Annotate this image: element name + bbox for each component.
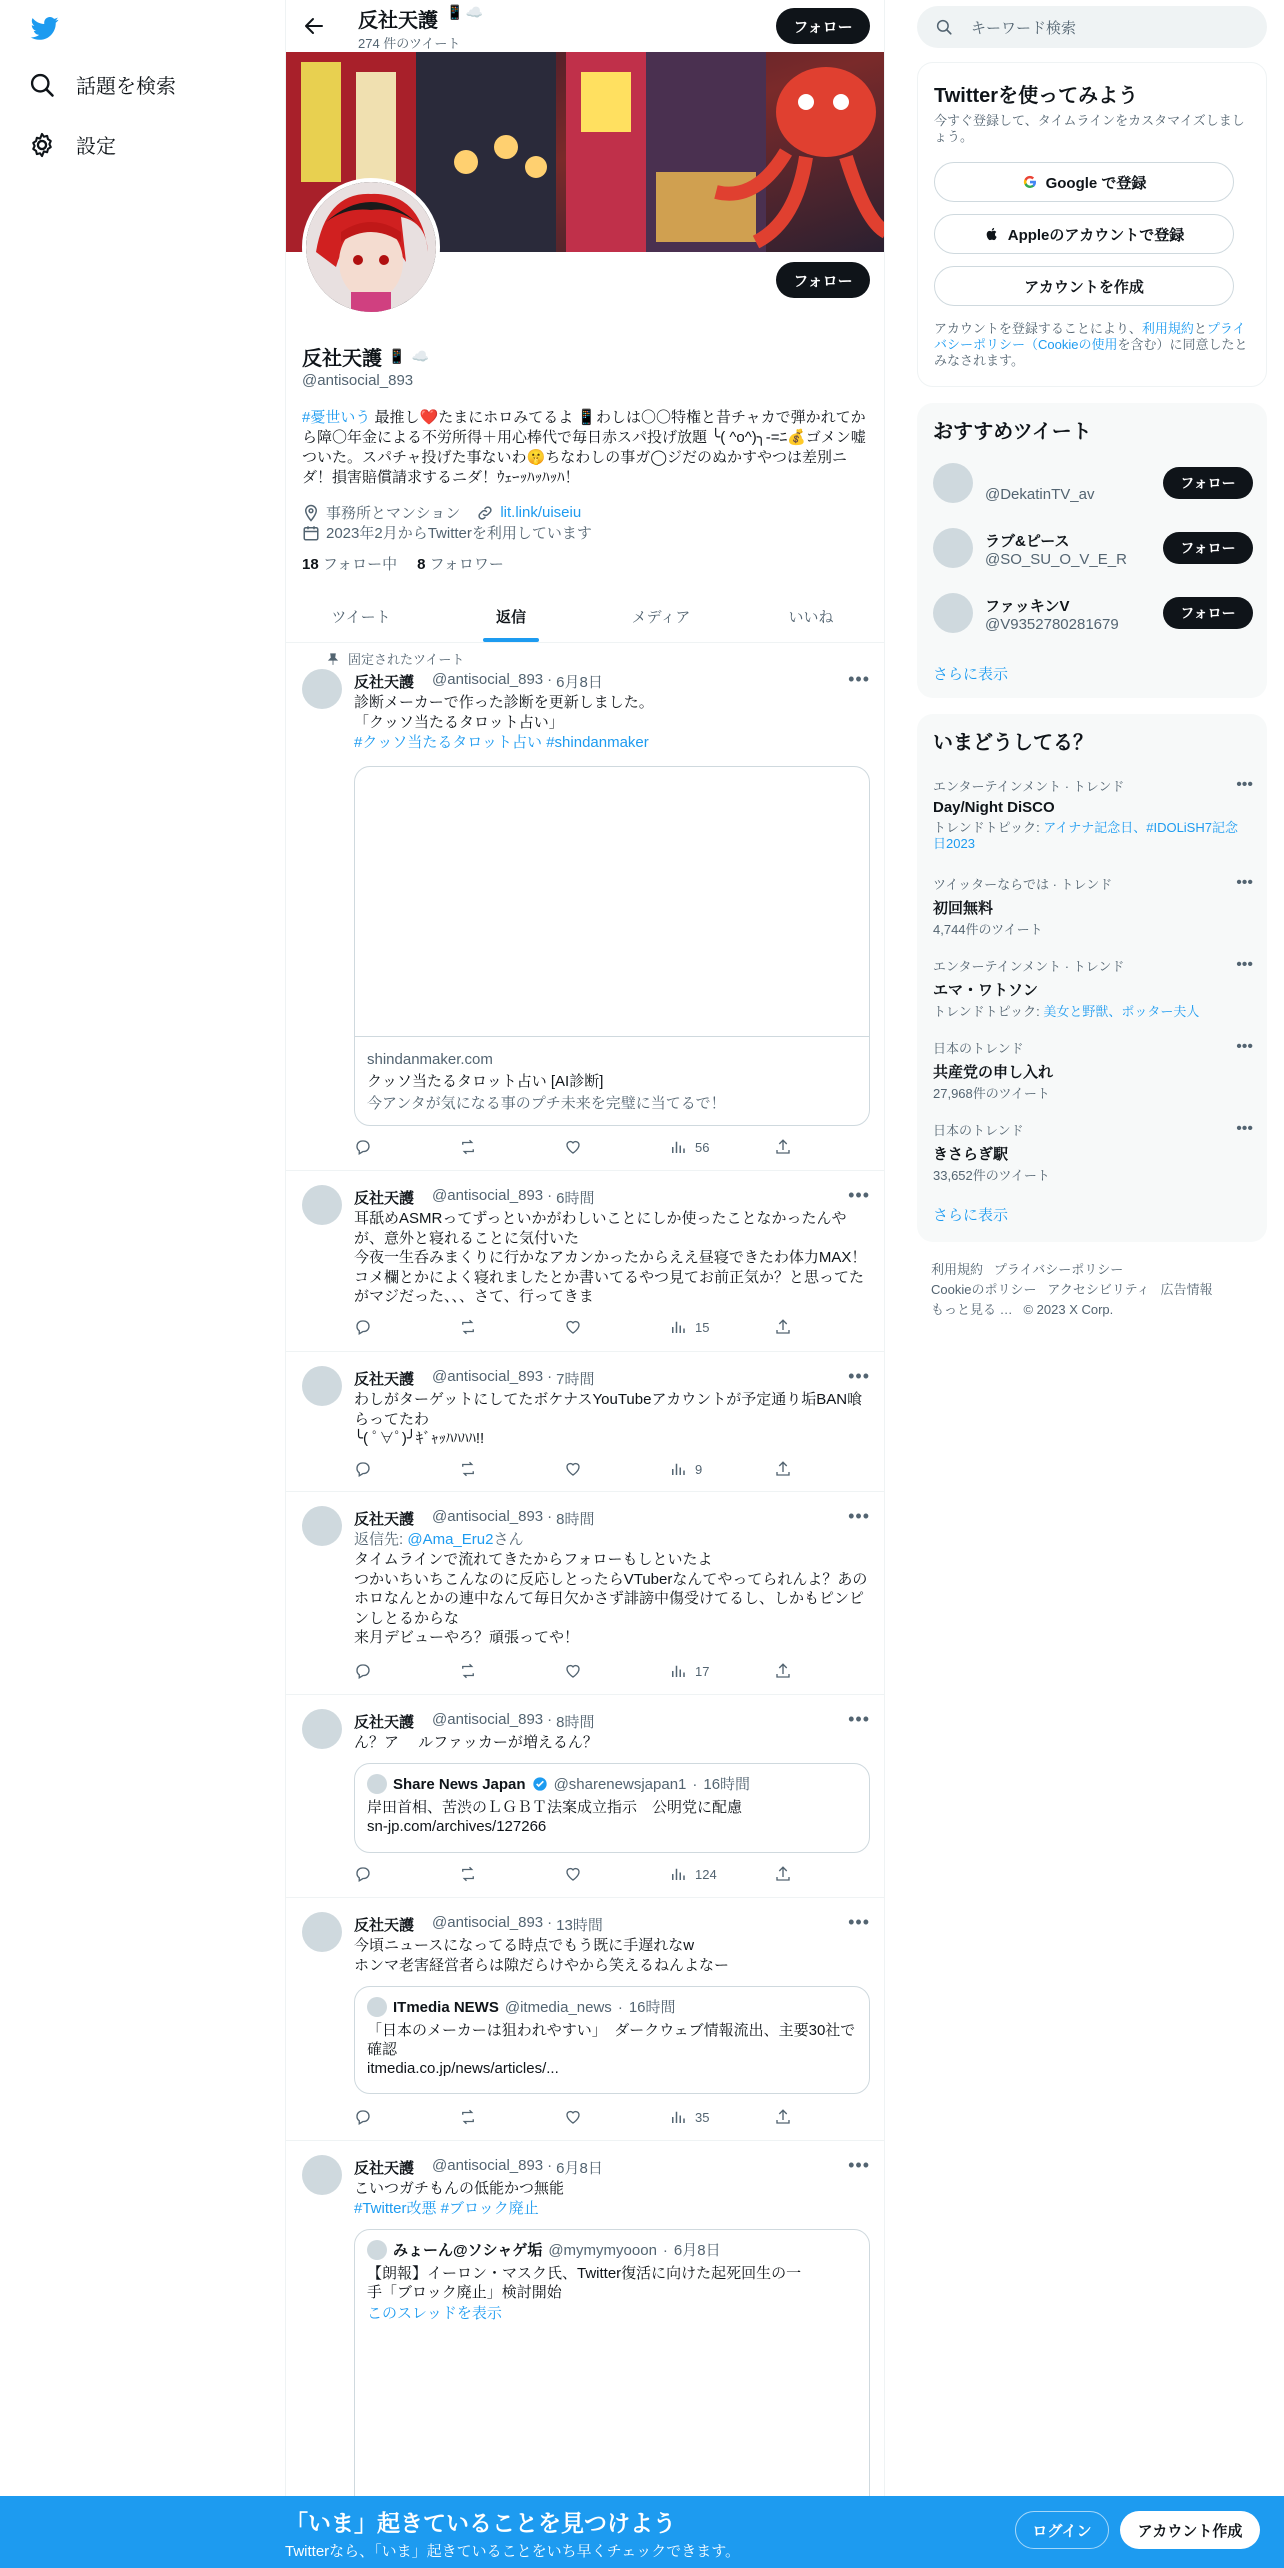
card-title: クッソ当たるタロット占い [AI診断] (367, 1073, 604, 1090)
retweet-button[interactable] (459, 2108, 539, 2126)
share-icon (774, 1865, 792, 1883)
show-more-link[interactable]: さらに表示 (933, 666, 1009, 683)
recommended-user-handle: @SO_SU_O_V_E_R (985, 551, 1127, 568)
recommended-box (917, 403, 1267, 698)
quote-time: 16時間 (628, 1998, 676, 2016)
retweet-button[interactable] (459, 1460, 539, 1478)
avatar (367, 1774, 387, 1794)
trend-item[interactable] (933, 1038, 1253, 1102)
share-button[interactable] (774, 1318, 794, 1336)
trend-tweet-count: 4,744件のツイート (933, 922, 1043, 937)
trend-title: きさらぎ駅 (933, 1146, 1009, 1163)
more-options-icon[interactable]: ••• (1236, 1038, 1253, 1055)
view-count: 17 (695, 1663, 710, 1679)
avatar[interactable] (302, 1912, 342, 1952)
trend-title: 初回無料 (933, 900, 994, 917)
reply-to-label: 返信先: (354, 1531, 408, 1548)
terms-text-a: アカウントを登録することにより、 (934, 321, 1142, 336)
tab-replies[interactable]: 返信 (436, 590, 586, 642)
recommended-user-handle: @V9352780281679 (985, 616, 1119, 633)
trend-topic-link[interactable]: アイナナ記念日、#IDOLiSH7記念日2023 (933, 820, 1238, 851)
profile-joined: 2023年2月からTwitterを利用しています (326, 525, 592, 542)
more-options-icon[interactable]: ••• (1236, 874, 1253, 891)
tweet-actions (354, 1865, 794, 1883)
reply-button[interactable] (354, 1865, 434, 1883)
tweet-text: 耳舐めASMRってずっといかがわしいことにしか使ったことなかったんやが、意外と寝れることに気付いた 今夜一生呑みまくりに行かなアカンかったからええ昼寝できたわ体力MAX！コメ欄とかによく寝れましたとか書いてるやつ見てお前正気か？と思ってたがマジだった、、、さて、行ってきま (354, 1210, 867, 1305)
trends-box (917, 714, 1267, 1242)
signup-box (917, 62, 1267, 387)
footer-cookie-link[interactable]: Cookieのポリシー (931, 1282, 1037, 1297)
tweet-author-handle[interactable]: @antisocial_893 (432, 1508, 544, 1525)
quoted-tweet[interactable]: みょーん@ソシャゲ垢 @mymymyooon · 6月8日 【朗報】イーロン・マスク氏、Twitter復活に向けた起死回生の一手「ブロック廃止」検討開始 このスレッドを表示 (354, 2229, 870, 2568)
share-button[interactable] (774, 2108, 794, 2126)
phone-emoji-icon: 📱 (388, 348, 406, 364)
profile-name: 反社天護 (302, 348, 382, 370)
tweet-item[interactable]: 反社天護 @antisocial_893 · 8時間 ••• 返信先: @Ama_Eru2さん タイムラインで流れてきたからフォローもしといたよ つかいちいちこんなのに反応しとったらVTuberなんてやってられんよ？あのホロなんとかの連中なんて毎日欠かさず誹謗中傷受けてるし、しかもピンピンしとるからな 来月デビューやろ？頑張ってや！ 17 (286, 1492, 885, 1695)
reply-icon (354, 1138, 372, 1156)
profile-website-link[interactable]: lit.link/uiseiu (500, 504, 582, 521)
tweet-time[interactable]: 8時間 (556, 1714, 595, 1731)
bio-text: 最推し❤️たまにホロみてるよ 📱わしは〇〇特権と昔チャカで弾かれてから障〇年金による不労所得＋用心棒代で毎日赤スパ投げ放題 ╰( ^o^)╮-=ﾆ💰ゴメン嘘ついた。スパチャ投げた事ないわ🤫ちなわしの事ガ◯ジだのぬかすやつは差別ニダ！損害賠償請求するニダ！ｳｪｰｯﾊｯﾊｯﾊ！ (302, 409, 866, 486)
tweet-time[interactable]: 6月8日 (556, 674, 603, 691)
link-icon (476, 504, 494, 522)
show-more-link[interactable]: さらに表示 (933, 1207, 1009, 1224)
reply-to-row (354, 1530, 874, 1550)
trend-title: エマ・ワトソン (933, 982, 1039, 999)
trend-topic-link[interactable]: 美女と野獣、ポッター夫人 (1043, 1004, 1200, 1019)
google-icon (1022, 174, 1038, 190)
share-button[interactable] (774, 1138, 794, 1156)
trends-title: いまどうしてる？ (933, 732, 1093, 754)
tweet-author-name[interactable]: 反社天護 (354, 1190, 415, 1207)
tweet-actions (354, 1318, 794, 1336)
search-placeholder: キーワード検索 (971, 19, 1077, 37)
profile-follow-button[interactable]: フォロー (776, 262, 870, 298)
more-options-icon[interactable]: ••• (848, 1366, 870, 1386)
tweet-item[interactable]: 反社天護 @antisocial_893 · 6時間 ••• 耳舐めASMRってずっといかがわしいことにしか使ったことなかったんやが、意外と寝れることに気付いた 今夜一生呑みまくりに行かなアカンかったからええ昼寝できたわ体力MAX！コメ欄とかによく寝れましたとか書いてるやつ見てお前正気か？と思ってたがマジだった、、、さて、行ってきま 15 (286, 1171, 885, 1352)
nav-settings[interactable] (28, 130, 116, 159)
retweet-icon (459, 1865, 477, 1883)
avatar[interactable] (302, 1366, 342, 1406)
follow-button[interactable]: フォロー (1163, 597, 1253, 629)
views-icon (669, 1662, 687, 1680)
trend-context: エンターテインメント · トレンド (933, 959, 1125, 974)
retweet-button[interactable] (459, 1318, 539, 1336)
avatar (933, 463, 973, 503)
verified-badge-icon (532, 1776, 548, 1792)
reply-button[interactable] (354, 1318, 434, 1336)
trend-item[interactable] (933, 874, 1253, 938)
tweet-item[interactable]: 反社天護 @antisocial_893 · 13時間 ••• 今頃ニュースになってる時点でもう既に手遅れなw ホンマ老害経営者らは隙だらけやから笑えるねんよなー ITmedia NEWS @itmedia_news · 16時間 「日本のメーカーは狙われやすい」 ダークウェブ情報流出、主要30社で確認 itmedia.co.jp/news/articles/... 35 (286, 1898, 885, 2141)
tweet-actions (354, 2108, 794, 2126)
more-options-icon[interactable]: ••• (1236, 1120, 1253, 1137)
reply-icon (354, 1662, 372, 1680)
quote-author-handle: @sharenewsjapan1 (553, 1775, 687, 1793)
tweet-time[interactable]: 6月8日 (556, 2160, 603, 2177)
show-thread-link[interactable]: このスレッドを表示 (367, 2305, 502, 2322)
views-button[interactable] (669, 1662, 749, 1680)
retweet-button[interactable] (459, 1662, 539, 1680)
twitter-logo-icon[interactable] (28, 14, 62, 42)
more-options-icon[interactable]: ••• (848, 1709, 870, 1729)
bio-hashtag-link[interactable]: #憂世いう (302, 409, 371, 426)
tweet-text: わしがターゲットにしてたボケナスYouTubeアカウントが予定通り垢BAN喰らってたわ ╰( ﾟ∀ﾟ)╯ｷﾞｬｯﾊﾊﾊﾊ!! (354, 1391, 863, 1447)
bottom-bar-subtitle: Twitterなら、「いま」起きていることをいち早くチェックできます。 (285, 2543, 741, 2560)
header-follow-button[interactable]: フォロー (776, 8, 870, 44)
tweet-text: ん？ア ルファッカーが増えるん？ (354, 1734, 598, 1751)
following-count: 18 (302, 556, 319, 573)
followers-count: 8 (417, 556, 426, 573)
link-card[interactable] (354, 766, 870, 1126)
avatar (367, 1997, 387, 2017)
pinned-row (326, 649, 464, 668)
pinned-label: 固定されたツイート (348, 652, 465, 667)
share-icon (774, 1318, 792, 1336)
tweet-hashtags[interactable]: #クッソ当たるタロット占い #shindanmaker (354, 734, 649, 751)
login-button[interactable]: ログイン (1015, 2511, 1109, 2549)
view-count: 15 (695, 1319, 710, 1335)
tweet-time[interactable]: 13時間 (556, 1917, 603, 1934)
quote-text: 「日本のメーカーは狙われやすい」 ダークウェブ情報流出、主要30社で確認 itmedia.co.jp/news/articles/... (367, 2022, 856, 2077)
tweet-author-name[interactable]: 反社天護 (354, 2160, 415, 2177)
pin-icon (326, 652, 340, 666)
views-button[interactable] (669, 1460, 749, 1478)
card-domain: shindanmaker.com (367, 1051, 493, 1068)
tweet-text: 診断メーカーで作った診断を更新しました。 「クッソ当たるタロット占い」 (354, 694, 654, 731)
more-options-icon[interactable]: ••• (848, 669, 870, 689)
more-options-icon[interactable]: ••• (848, 1185, 870, 1205)
tweet-author-name[interactable]: 反社天護 (354, 1917, 415, 1934)
follow-button[interactable]: フォロー (1163, 467, 1253, 499)
share-button[interactable] (774, 1460, 794, 1478)
tab-likes[interactable]: いいね (788, 608, 834, 626)
quote-text: 岸田首相、苦渋のＬＧＢＴ法案成立指示 公明党に配慮 sn-jp.com/archives/127266 (367, 1799, 743, 1835)
views-button[interactable] (669, 1865, 749, 1883)
following-link[interactable] (302, 553, 397, 574)
retweet-button[interactable] (459, 1865, 539, 1883)
avatar[interactable] (302, 669, 342, 709)
share-icon (774, 1138, 792, 1156)
quote-author-name: みょーん@ソシャゲ垢 (393, 2241, 543, 2259)
create-account-button[interactable] (934, 266, 1234, 306)
tweet-item[interactable]: 反社天護 @antisocial_893 · 8時間 ••• ん？ア ルファッカーが増えるん？ Share News Japan @sharenewsjapan1 · 16時間 岸田首相、苦渋のＬＧＢＴ法案成立指示 公明党に配慮 sn-jp.com/archives/127266 124 (286, 1695, 885, 1898)
location-pin-icon (302, 504, 320, 522)
more-options-icon[interactable]: ••• (848, 1506, 870, 1526)
footer-terms-link[interactable]: 利用規約 (931, 1262, 984, 1277)
apple-icon (984, 226, 1000, 242)
tab-tweets[interactable]: ツイート (331, 608, 391, 626)
tweet-author-handle[interactable]: @antisocial_893 (432, 1187, 544, 1204)
trend-context: 日本のトレンド (933, 1123, 1024, 1138)
profile-meta-row (302, 502, 581, 523)
nav-explore[interactable] (28, 70, 176, 99)
avatar[interactable] (302, 1709, 342, 1749)
like-button[interactable] (564, 1460, 644, 1478)
profile-timeline (285, 0, 885, 2568)
reply-icon (354, 1460, 372, 1478)
header-name: 反社天護 (358, 10, 438, 32)
reply-button[interactable] (354, 1662, 434, 1680)
footer-accessibility-link[interactable]: アクセシビリティ (1047, 1282, 1150, 1297)
profile-handle: @antisocial_893 (302, 372, 414, 389)
apple-signup-button[interactable] (934, 214, 1234, 254)
share-button[interactable] (774, 1662, 794, 1680)
search-input[interactable] (917, 6, 1267, 48)
privacy-link[interactable]: プライバシーポリシー（Cookieの使用 (934, 321, 1246, 352)
recommended-user[interactable] (933, 528, 1253, 572)
quote-time: 16時間 (703, 1775, 751, 1793)
heart-icon (564, 1138, 582, 1156)
tweet-actions (354, 1138, 794, 1156)
footer-ads-link[interactable]: 広告情報 (1160, 1282, 1213, 1297)
left-nav (0, 0, 285, 2568)
terms-link[interactable]: 利用規約 (1141, 321, 1194, 336)
reply-icon (354, 1865, 372, 1883)
terms-text-b: と (1193, 321, 1207, 336)
tweet-count: 274 件のツイート (358, 36, 461, 51)
tweet-item[interactable]: 反社天護 @antisocial_893 · 7時間 ••• わしがターゲットにしてたボケナスYouTubeアカウントが予定通り垢BAN喰らってたわ ╰( ﾟ∀ﾟ)╯ｷﾞｬｯﾊﾊﾊﾊ!! 9 (286, 1352, 885, 1492)
reply-icon (354, 2108, 372, 2126)
trend-item[interactable] (933, 1120, 1253, 1184)
more-options-icon[interactable]: ••• (1236, 776, 1253, 793)
quote-author-handle: @itmedia_news (504, 1998, 612, 2016)
tweet-author-handle[interactable]: @antisocial_893 (432, 1914, 544, 1931)
signup-title: Twitterを使ってみよう (934, 85, 1139, 107)
avatar (367, 2240, 387, 2260)
avatar[interactable] (302, 1185, 342, 1225)
tweet-author-handle[interactable]: @antisocial_893 (432, 671, 544, 688)
profile-joined-row (302, 522, 592, 543)
profile-name-row (302, 342, 429, 371)
bottom-bar-title: 「いま」起きていることを見つけよう (285, 2510, 676, 2536)
search-icon (28, 71, 56, 99)
reply-to-mention[interactable]: @Ama_Eru2 (407, 1531, 494, 1548)
tweet-text: 今頃ニュースになってる時点でもう既に手遅れなw ホンマ老害経営者らは隙だらけやから笑えるねんよなー (354, 1937, 730, 1974)
reply-button[interactable] (354, 1138, 434, 1156)
view-count: 56 (695, 1139, 710, 1155)
card-description: 今アンタが気になる事のプチ未来を完璧に当てるで！ (367, 1095, 726, 1112)
footer-more-link[interactable]: もっと見る … (931, 1302, 1013, 1317)
profile-bio (302, 408, 872, 488)
trend-topic-prefix: トレンドトピック: (933, 1004, 1044, 1019)
recommended-title: おすすめツイート (933, 421, 1092, 443)
profile-avatar[interactable] (302, 178, 440, 316)
reply-icon (354, 1318, 372, 1336)
avatar (933, 593, 973, 633)
retweet-button[interactable] (459, 1138, 539, 1156)
following-label: フォロー中 (322, 556, 398, 573)
share-icon (774, 1662, 792, 1680)
apple-signup-label: Appleのアカウントで登録 (1007, 226, 1185, 244)
trend-context: ツイッターならでは · トレンド (933, 877, 1113, 892)
quote-author-name: Share News Japan (393, 1775, 526, 1793)
trend-title: 共産党の申し入れ (933, 1064, 1054, 1081)
tweet-author-name[interactable]: 反社天護 (354, 1371, 415, 1388)
trend-item[interactable] (933, 956, 1253, 1020)
followers-label: フォロワー (429, 556, 504, 573)
quoted-tweet[interactable]: Share News Japan @sharenewsjapan1 · 16時間 岸田首相、苦渋のＬＧＢＴ法案成立指示 公明党に配慮 sn-jp.com/archives/127266 (354, 1763, 870, 1853)
profile-tabs (286, 590, 885, 643)
follow-button[interactable]: フォロー (1163, 532, 1253, 564)
views-button[interactable] (669, 1138, 749, 1156)
retweet-icon (459, 1318, 477, 1336)
trend-tweet-count: 27,968件のツイート (933, 1086, 1050, 1101)
recommended-user-name: ラブ&ピース (985, 533, 1070, 550)
reply-button[interactable] (354, 1460, 434, 1478)
views-button[interactable] (669, 2108, 749, 2126)
views-icon (669, 1865, 687, 1883)
retweet-icon (459, 1460, 477, 1478)
follow-counts (302, 553, 504, 574)
tweet-item[interactable]: 固定されたツイート 反社天護 @antisocial_893 · 6月8日 ••• 診断メーカーで作った診断を更新しました。 「クッソ当たるタロット占い」 #クッソ当たるタロット占い #shindanmaker shindanmaker.com クッソ当たるタロット占い [AI診断] 今アンタが気になる事のプチ未来を完璧に当てるで！ 56 (286, 643, 885, 1171)
followers-link[interactable] (417, 553, 504, 574)
heart-icon (564, 1460, 582, 1478)
trend-tweet-count: 33,652件のツイート (933, 1168, 1050, 1183)
profile-location: 事務所とマンション (326, 505, 461, 522)
cloud-emoji-icon: ☁️ (411, 348, 429, 364)
tweet-author-handle[interactable]: @antisocial_893 (432, 2157, 544, 2174)
reply-button[interactable] (354, 2108, 434, 2126)
header-emoji-icons: 📱 ☁️ (446, 4, 483, 20)
recommended-user[interactable] (933, 463, 1253, 507)
right-sidebar (885, 0, 1284, 2568)
nav-explore-label: 話題を検索 (76, 76, 176, 98)
tab-media[interactable]: メディア (631, 608, 691, 626)
heart-icon (564, 1662, 582, 1680)
like-button[interactable] (564, 1865, 644, 1883)
share-icon (774, 1460, 792, 1478)
view-count: 124 (695, 1866, 717, 1882)
like-button[interactable] (564, 1662, 644, 1680)
tweet-item[interactable]: 反社天護 @antisocial_893 · 6月8日 ••• こいつガチもんの低能かつ無能 #Twitter改悪 #ブロック廃止 みょーん@ソシャゲ垢 @mymymyooon · 6月8日 【朗報】イーロン・マスク氏、Twitter復活に向けた起死回生の一手「ブロック廃止」検討開始 このスレッドを表示 (286, 2141, 885, 2568)
retweet-icon (459, 1662, 477, 1680)
view-count: 9 (695, 1461, 703, 1477)
quoted-tweet[interactable]: ITmedia NEWS @itmedia_news · 16時間 「日本のメーカーは狙われやすい」 ダークウェブ情報流出、主要30社で確認 itmedia.co.jp/news/articles/... (354, 1986, 870, 2094)
tweet-author-handle[interactable]: @antisocial_893 (432, 1711, 544, 1728)
share-button[interactable] (774, 1865, 794, 1883)
retweet-icon (459, 1138, 477, 1156)
more-options-icon[interactable]: ••• (1236, 956, 1253, 973)
views-icon (669, 1138, 687, 1156)
create-account-label: アカウントを作成 (1024, 278, 1144, 296)
signup-subtitle: 今すぐ登録して、タイムラインをカスタマイズしましょう。 (934, 113, 1245, 144)
tweet-actions (354, 1460, 794, 1478)
quote-author-handle: @mymymyooon (548, 2241, 657, 2259)
recommended-user-name: ファッキンV (985, 598, 1070, 615)
card-image-placeholder (355, 767, 869, 1037)
view-count: 35 (695, 2109, 710, 2125)
tweet-author-handle[interactable]: @antisocial_893 (432, 1368, 544, 1385)
views-icon (669, 1460, 687, 1478)
quote-author-name: ITmedia NEWS (393, 1998, 499, 2016)
avatar (933, 528, 973, 568)
trend-item[interactable] (933, 776, 1253, 852)
avatar[interactable] (302, 1506, 342, 1546)
retweet-icon (459, 2108, 477, 2126)
heart-icon (564, 2108, 582, 2126)
like-button[interactable] (564, 1138, 644, 1156)
heart-icon (564, 1865, 582, 1883)
tweet-text: タイムラインで流れてきたからフォローもしといたよ つかいちいちこんなのに反応しとったらVTuberなんてやってられんよ？あのホロなんとかの連中なんて毎日欠かさず誹謗中傷受けてるし、しかもピンピンしとるからな 来月デビューやろ？頑張ってや！ (354, 1551, 868, 1646)
calendar-icon (302, 524, 320, 542)
tweet-actions (354, 1662, 794, 1680)
trend-context: 日本のトレンド (933, 1041, 1024, 1056)
tweet-time[interactable]: 8時間 (556, 1511, 595, 1528)
recommended-user[interactable] (933, 593, 1253, 637)
quote-text: 【朗報】イーロン・マスク氏、Twitter復活に向けた起死回生の一手「ブロック廃止」検討開始 (367, 2265, 802, 2301)
trend-topic-prefix: トレンドトピック: (933, 820, 1044, 835)
views-icon (669, 2108, 687, 2126)
gear-icon (28, 131, 56, 159)
footer-links (931, 1260, 1251, 1320)
signup-bottom-bar (0, 2496, 1284, 2568)
quote-time: 6月8日 (673, 2241, 721, 2259)
share-icon (774, 2108, 792, 2126)
like-button[interactable] (564, 1318, 644, 1336)
tweet-hashtags[interactable]: #Twitter改悪 #ブロック廃止 (354, 2200, 539, 2217)
signup-terms (934, 321, 1254, 369)
signup-button[interactable]: アカウント作成 (1120, 2511, 1260, 2549)
tweet-text: こいつガチもんの低能かつ無能 (354, 2180, 565, 2197)
google-signup-label: Google で登録 (1045, 174, 1147, 192)
trend-title: Day/Night DiSCO (933, 799, 1055, 816)
more-options-icon[interactable]: ••• (848, 2155, 870, 2175)
profile-header-bar (286, 0, 885, 52)
google-signup-button[interactable] (934, 162, 1234, 202)
footer-privacy-link[interactable]: プライバシーポリシー (993, 1262, 1124, 1277)
reply-to-suffix: さん (493, 1531, 524, 1548)
nav-settings-label: 設定 (76, 136, 116, 158)
more-options-icon[interactable]: ••• (848, 1912, 870, 1932)
avatar[interactable] (302, 2155, 342, 2195)
tweet-author-name[interactable]: 反社天護 (354, 1714, 415, 1731)
like-button[interactable] (564, 2108, 644, 2126)
tweet-author-name[interactable]: 反社天護 (354, 1511, 415, 1528)
tweet-time[interactable]: 6時間 (556, 1190, 595, 1207)
trend-context: エンターテインメント · トレンド (933, 779, 1125, 794)
tweet-time[interactable]: 7時間 (556, 1371, 595, 1388)
search-icon (935, 18, 953, 36)
recommended-user-handle: @DekatinTV_av (985, 486, 1095, 503)
views-icon (669, 1318, 687, 1336)
tweet-author-name[interactable]: 反社天護 (354, 674, 415, 691)
footer-copyright: © 2023 X Corp. (1023, 1302, 1114, 1317)
terms-text-c: を含む）に同意したとみなされます。 (934, 337, 1248, 368)
back-arrow-icon[interactable] (302, 14, 326, 38)
heart-icon (564, 1318, 582, 1336)
views-button[interactable] (669, 1318, 749, 1336)
